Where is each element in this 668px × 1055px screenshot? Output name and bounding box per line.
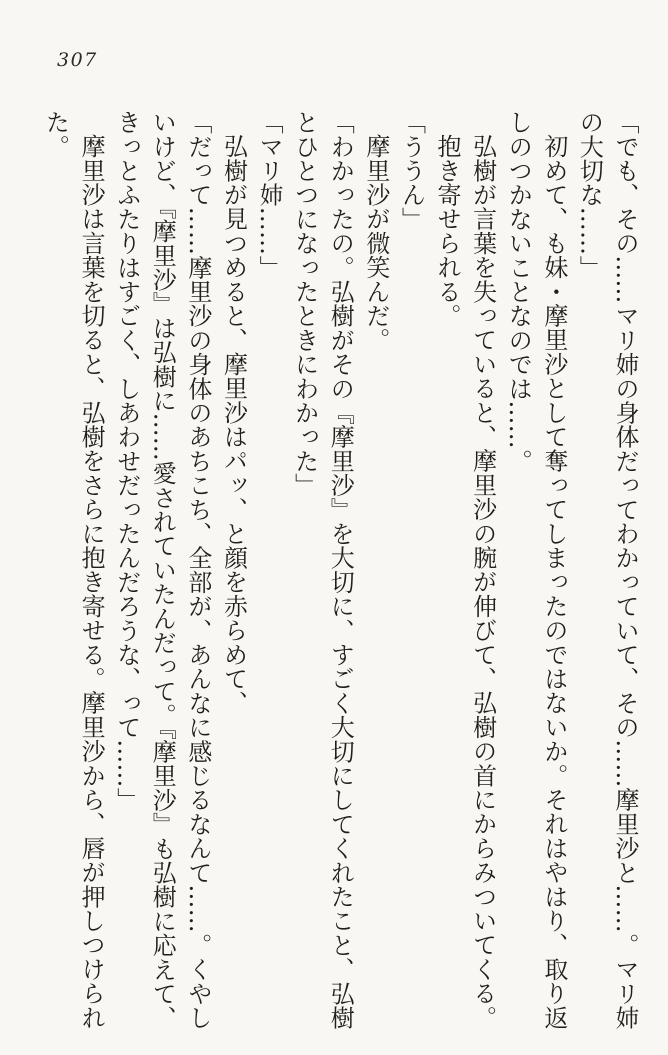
text-line: いけど、『摩里沙』は弘樹に……愛されていたんだって。『摩里沙』も弘樹に応えて、: [148, 110, 177, 1030]
text-line: きっとふたりはすごく、しあわせだったんだろうな、って……」: [112, 110, 141, 812]
text-line: しのつかないことなのでは……。: [504, 110, 533, 473]
text-line: 弘樹が見つめると、摩里沙はパッ、と顔を赤らめて、: [219, 134, 248, 715]
text-line: とひとつになったときにわかった」: [290, 110, 319, 498]
text-line: 抱き寄せられる。: [433, 134, 462, 328]
text-line: 摩里沙は言葉を切ると、弘樹をさらに抱き寄せる。摩里沙から、唇が押しつけられ: [77, 134, 106, 1030]
text-line: 「ううん」: [397, 110, 426, 231]
text-line: 弘樹が言葉を失っていると、摩里沙の腕が伸びて、弘樹の首にからみついてくる。: [468, 134, 497, 1030]
text-line: 「わかったの。弘樹がその『摩里沙』を大切に、すごく大切にしてくれたこと、弘樹: [326, 110, 355, 1030]
text-line: 摩里沙が微笑んだ。: [361, 134, 390, 352]
text-line: た。: [41, 110, 70, 159]
text-line: 初めて、も妹・摩里沙として奪ってしまったのではないか。それはやはり、取り返: [539, 134, 568, 1030]
page-number: 307: [57, 49, 98, 71]
text-line: の大切な……」: [575, 110, 604, 280]
text-line: 「マリ姉……」: [255, 110, 284, 280]
text-line: 「だって……摩里沙の身体のあちこち、全部が、あんなに感じるなんて……。くやし: [183, 110, 212, 1030]
text-line: 「でも、その……マリ姉の身体だってわかっていて、その……摩里沙と……。マリ姉: [611, 110, 639, 1030]
vertical-text-block: [37, 110, 642, 1055]
